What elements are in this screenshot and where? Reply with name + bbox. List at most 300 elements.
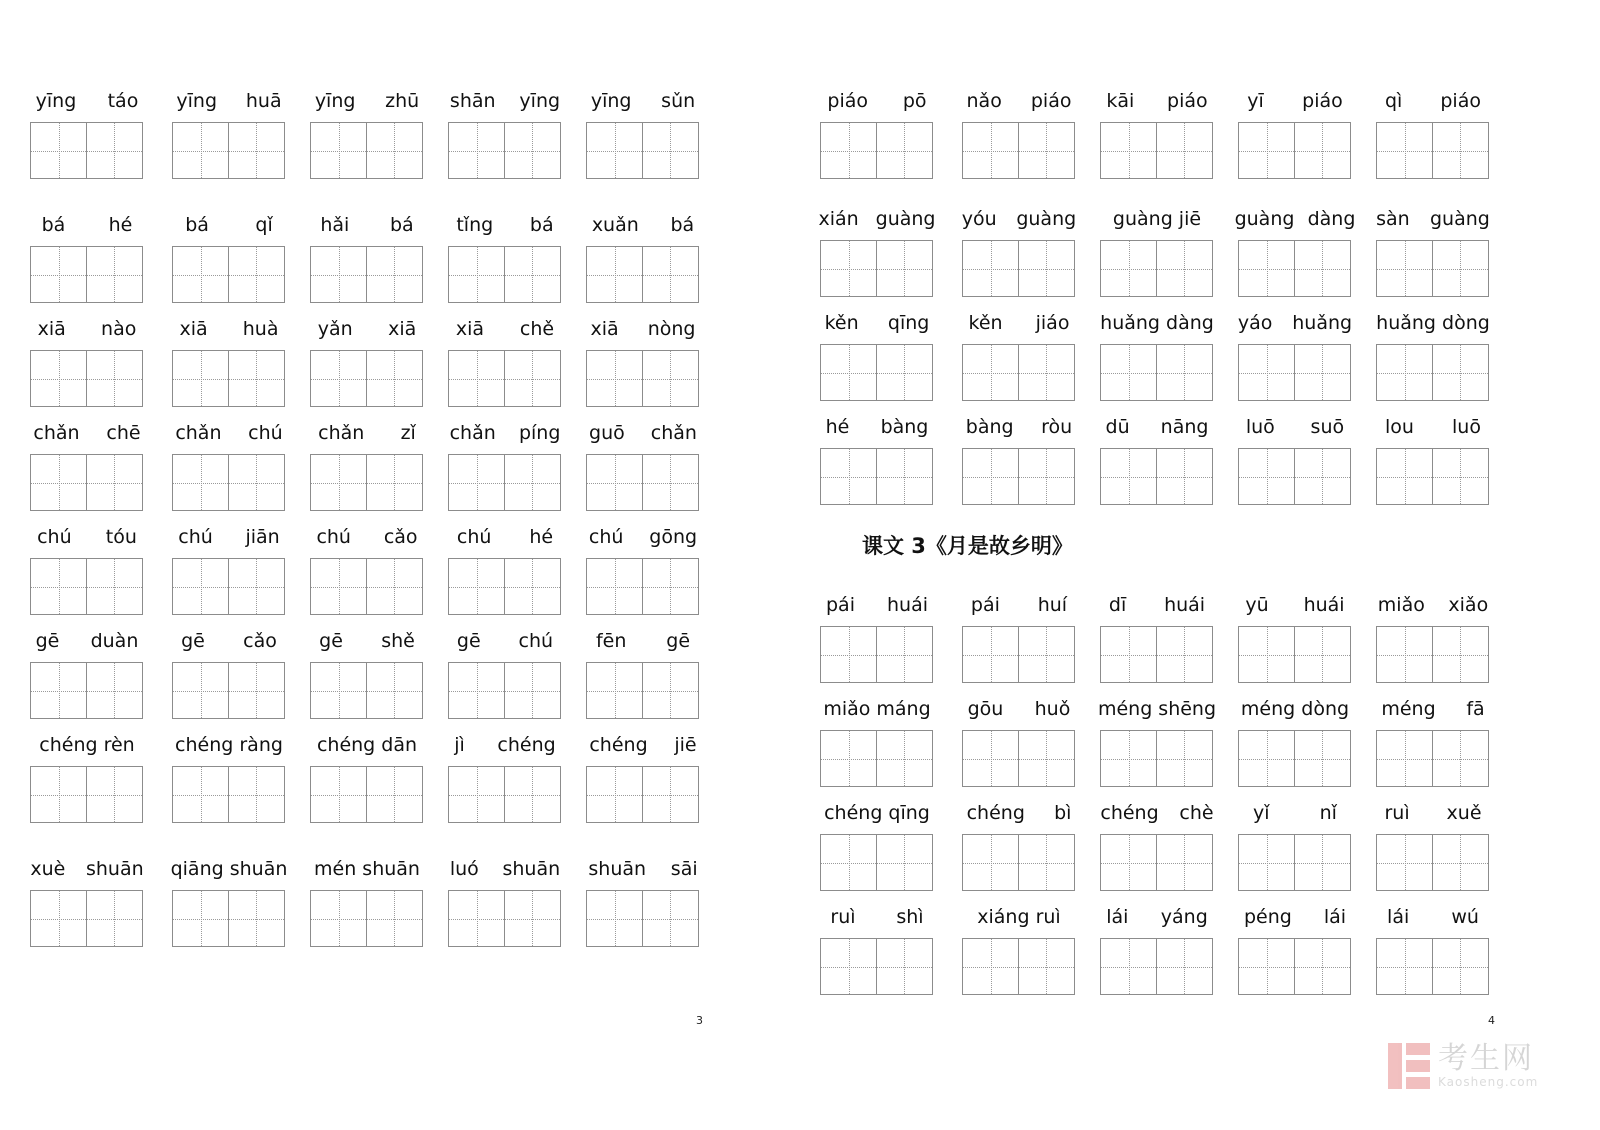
pinyin-syllable: cǎo xyxy=(383,525,418,548)
pinyin-syllable: shě xyxy=(381,629,415,652)
tianzige-cell xyxy=(1376,730,1433,787)
pinyin-label xyxy=(1228,308,1362,338)
pinyin-syllable: cǎo xyxy=(243,629,277,652)
pinyin-label xyxy=(1090,798,1224,828)
writing-grid xyxy=(1238,938,1352,995)
tianzige-cell xyxy=(1156,448,1213,505)
pinyin-syllable: huā xyxy=(245,89,282,112)
pinyin-syllable: huái xyxy=(1303,593,1345,616)
tianzige-cell xyxy=(642,766,699,823)
pinyin-syllable: chǎn xyxy=(318,421,365,444)
pinyin-label xyxy=(300,86,434,116)
pinyin-syllable: suō xyxy=(1310,415,1345,438)
tianzige-cell xyxy=(1376,344,1433,401)
writing-grid xyxy=(962,834,1076,891)
pinyin-syllable: guàng xyxy=(1016,207,1077,230)
tianzige-cell xyxy=(504,766,561,823)
writing-grid xyxy=(1376,344,1490,401)
writing-grid xyxy=(1100,626,1214,683)
tianzige-cell xyxy=(30,350,87,407)
pinyin-syllable: luó xyxy=(449,857,479,880)
pinyin-label xyxy=(1090,412,1224,442)
pinyin-label xyxy=(810,798,944,828)
pinyin-syllable: jiáo xyxy=(1035,311,1070,334)
tianzige-cell xyxy=(448,662,505,719)
pinyin-label xyxy=(20,626,154,656)
tianzige-cell xyxy=(586,122,643,179)
pinyin-syllable: lái xyxy=(1323,905,1347,928)
tianzige-cell xyxy=(876,344,933,401)
pinyin-label xyxy=(1366,798,1500,828)
writing-grid xyxy=(448,454,562,511)
pinyin-syllable: chéng qīng xyxy=(824,801,930,824)
pinyin-syllable: chéng ràng xyxy=(175,733,283,756)
tianzige-cell xyxy=(1018,626,1075,683)
pinyin-syllable: piáo xyxy=(1030,89,1072,112)
tianzige-cell xyxy=(1156,626,1213,683)
pinyin-syllable: lái xyxy=(1387,905,1410,928)
tianzige-cell xyxy=(86,662,143,719)
pinyin-label xyxy=(576,626,710,656)
pinyin-label xyxy=(300,210,434,240)
writing-grid xyxy=(1376,938,1490,995)
writing-grid xyxy=(820,122,934,179)
tianzige-cell xyxy=(1238,834,1295,891)
tianzige-cell xyxy=(876,626,933,683)
tianzige-cell xyxy=(876,938,933,995)
pinyin-label xyxy=(810,308,944,338)
pinyin-label xyxy=(438,86,572,116)
writing-grid xyxy=(310,246,424,303)
tianzige-cell xyxy=(1294,626,1351,683)
tianzige-cell xyxy=(1018,730,1075,787)
tianzige-cell xyxy=(1432,240,1489,297)
writing-grid xyxy=(962,730,1076,787)
tianzige-cell xyxy=(1432,344,1489,401)
writing-grid xyxy=(1376,122,1490,179)
tianzige-cell xyxy=(1100,344,1157,401)
pinyin-syllable: miǎo xyxy=(1377,593,1425,616)
pinyin-syllable: sāi xyxy=(670,857,698,880)
writing-grid xyxy=(586,350,700,407)
tianzige-cell xyxy=(86,246,143,303)
pinyin-label xyxy=(438,730,572,760)
writing-grid xyxy=(962,938,1076,995)
pinyin-label xyxy=(438,522,572,552)
pinyin-label xyxy=(1228,798,1362,828)
tianzige-cell xyxy=(1018,122,1075,179)
writing-grid xyxy=(1238,344,1352,401)
pinyin-syllable: chú xyxy=(37,525,72,548)
pinyin-label xyxy=(1090,694,1224,724)
pinyin-syllable: bàng xyxy=(965,415,1014,438)
pinyin-syllable: jiān xyxy=(245,525,280,548)
tianzige-cell xyxy=(504,246,561,303)
pinyin-syllable: méng dòng xyxy=(1240,697,1350,720)
pinyin-label xyxy=(20,730,154,760)
tianzige-cell xyxy=(504,890,561,947)
writing-grid xyxy=(448,766,562,823)
writing-grid xyxy=(820,240,934,297)
pinyin-syllable: jiē xyxy=(674,733,697,756)
pinyin-label xyxy=(576,730,710,760)
pinyin-syllable: bì xyxy=(1054,801,1072,824)
writing-grid xyxy=(962,448,1076,505)
pinyin-syllable: chú xyxy=(316,525,351,548)
pinyin-syllable: píng xyxy=(518,421,561,444)
pinyin-syllable: qiāng shuān xyxy=(170,857,288,880)
tianzige-cell xyxy=(310,662,367,719)
writing-grid xyxy=(172,454,286,511)
pinyin-syllable: zǐ xyxy=(400,421,416,444)
tianzige-cell xyxy=(448,350,505,407)
pinyin-syllable: yǐ xyxy=(1253,801,1270,824)
tianzige-cell xyxy=(448,890,505,947)
writing-grid xyxy=(30,558,144,615)
pinyin-label xyxy=(952,412,1086,442)
pinyin-label xyxy=(952,798,1086,828)
pinyin-syllable: bàng xyxy=(880,415,929,438)
tianzige-cell xyxy=(1432,834,1489,891)
writing-grid xyxy=(172,662,286,719)
pinyin-label xyxy=(1366,86,1500,116)
tianzige-cell xyxy=(1432,626,1489,683)
site-watermark xyxy=(1388,1040,1588,1092)
pinyin-syllable: táo xyxy=(107,89,139,112)
tianzige-cell xyxy=(448,558,505,615)
tianzige-cell xyxy=(642,454,699,511)
pinyin-label xyxy=(162,314,296,344)
writing-grid xyxy=(310,454,424,511)
pinyin-label xyxy=(162,854,296,884)
pinyin-label xyxy=(1228,86,1362,116)
tianzige-cell xyxy=(642,122,699,179)
pinyin-syllable: kěn xyxy=(968,311,1003,334)
writing-grid xyxy=(30,454,144,511)
writing-grid xyxy=(172,122,286,179)
watermark-logo-icon xyxy=(1388,1043,1430,1089)
pinyin-syllable: sàn xyxy=(1376,207,1410,230)
pinyin-label xyxy=(162,86,296,116)
tianzige-cell xyxy=(1238,448,1295,505)
writing-grid xyxy=(1238,240,1352,297)
tianzige-cell xyxy=(1432,938,1489,995)
tianzige-cell xyxy=(1100,448,1157,505)
tianzige-cell xyxy=(172,662,229,719)
tianzige-cell xyxy=(820,240,877,297)
writing-grid xyxy=(586,558,700,615)
pinyin-label xyxy=(952,204,1086,234)
writing-grid xyxy=(962,122,1076,179)
pinyin-label xyxy=(1366,694,1500,724)
pinyin-syllable: yīng xyxy=(35,89,77,112)
tianzige-cell xyxy=(962,834,1019,891)
pinyin-label xyxy=(300,626,434,656)
tianzige-cell xyxy=(1376,626,1433,683)
pinyin-label xyxy=(1366,412,1500,442)
writing-grid xyxy=(962,240,1076,297)
pinyin-label xyxy=(300,522,434,552)
tianzige-cell xyxy=(172,890,229,947)
tianzige-cell xyxy=(586,766,643,823)
pinyin-syllable: piáo xyxy=(827,89,869,112)
writing-grid xyxy=(310,122,424,179)
writing-grid xyxy=(172,558,286,615)
tianzige-cell xyxy=(448,766,505,823)
pinyin-label xyxy=(1366,204,1500,234)
pinyin-syllable: lou xyxy=(1385,415,1414,438)
tianzige-cell xyxy=(366,246,423,303)
tianzige-cell xyxy=(962,626,1019,683)
pinyin-syllable: yīng xyxy=(176,89,218,112)
pinyin-label xyxy=(810,902,944,932)
pinyin-label xyxy=(810,694,944,724)
tianzige-cell xyxy=(504,122,561,179)
tianzige-cell xyxy=(172,246,229,303)
writing-grid xyxy=(310,890,424,947)
tianzige-cell xyxy=(1018,834,1075,891)
tianzige-cell xyxy=(228,890,285,947)
pinyin-syllable: luō xyxy=(1452,415,1481,438)
pinyin-syllable: ruì xyxy=(1384,801,1410,824)
tianzige-cell xyxy=(642,890,699,947)
pinyin-syllable: guàng xyxy=(1234,207,1295,230)
tianzige-cell xyxy=(228,454,285,511)
writing-grid xyxy=(1100,448,1214,505)
tianzige-cell xyxy=(310,350,367,407)
pinyin-syllable: gē xyxy=(35,629,60,652)
pinyin-syllable: guàng xyxy=(1429,207,1490,230)
tianzige-cell xyxy=(86,122,143,179)
tianzige-cell xyxy=(228,246,285,303)
pinyin-label xyxy=(300,418,434,448)
tianzige-cell xyxy=(366,454,423,511)
writing-grid xyxy=(30,890,144,947)
writing-grid xyxy=(1100,344,1214,401)
pinyin-syllable: huí xyxy=(1037,593,1068,616)
pinyin-syllable: huǎng dòng xyxy=(1376,311,1490,334)
writing-grid xyxy=(1100,730,1214,787)
pinyin-syllable: xuǎn xyxy=(591,213,639,236)
pinyin-syllable: chē xyxy=(106,421,141,444)
pinyin-syllable: hé xyxy=(108,213,133,236)
writing-grid xyxy=(310,766,424,823)
tianzige-cell xyxy=(504,350,561,407)
pinyin-syllable: duàn xyxy=(90,629,139,652)
pinyin-syllable: chǎn xyxy=(33,421,80,444)
pinyin-syllable: yīng xyxy=(314,89,356,112)
writing-grid xyxy=(310,558,424,615)
tianzige-cell xyxy=(876,834,933,891)
writing-grid xyxy=(820,448,934,505)
tianzige-cell xyxy=(1294,938,1351,995)
pinyin-syllable: pái xyxy=(970,593,1000,616)
pinyin-label xyxy=(438,854,572,884)
pinyin-syllable: yǎn xyxy=(317,317,353,340)
writing-grid xyxy=(30,662,144,719)
tianzige-cell xyxy=(1100,938,1157,995)
writing-grid xyxy=(1238,834,1352,891)
writing-grid xyxy=(30,766,144,823)
tianzige-cell xyxy=(1294,344,1351,401)
pinyin-label xyxy=(1228,204,1362,234)
pinyin-syllable: ròu xyxy=(1041,415,1073,438)
tianzige-cell xyxy=(504,662,561,719)
pinyin-syllable: huái xyxy=(886,593,928,616)
pinyin-syllable: chú xyxy=(518,629,554,652)
tianzige-cell xyxy=(310,122,367,179)
pinyin-syllable: chú xyxy=(178,525,213,548)
tianzige-cell xyxy=(820,730,877,787)
writing-grid xyxy=(820,834,934,891)
tianzige-cell xyxy=(172,558,229,615)
pinyin-syllable: xiā xyxy=(37,317,66,340)
pinyin-syllable: shuān xyxy=(588,857,647,880)
pinyin-syllable: kāi xyxy=(1106,89,1135,112)
tianzige-cell xyxy=(586,558,643,615)
pinyin-syllable: chǎn xyxy=(650,421,697,444)
writing-grid xyxy=(1376,626,1490,683)
writing-grid xyxy=(30,122,144,179)
tianzige-cell xyxy=(1156,938,1213,995)
pinyin-syllable: chě xyxy=(519,317,555,340)
pinyin-label xyxy=(1228,902,1362,932)
section-title: 课文 3《月是故乡明》 xyxy=(862,534,1073,558)
pinyin-label xyxy=(300,314,434,344)
writing-grid xyxy=(30,350,144,407)
tianzige-cell xyxy=(586,350,643,407)
writing-grid xyxy=(586,122,700,179)
tianzige-cell xyxy=(1238,626,1295,683)
pinyin-syllable: yáo xyxy=(1237,311,1273,334)
pinyin-syllable: qì xyxy=(1385,89,1403,112)
page-number-right: 4 xyxy=(1488,1014,1495,1027)
pinyin-syllable: bá xyxy=(529,213,554,236)
pinyin-label xyxy=(576,418,710,448)
writing-grid xyxy=(310,350,424,407)
writing-grid xyxy=(1238,448,1352,505)
writing-grid xyxy=(1376,730,1490,787)
tianzige-cell xyxy=(228,350,285,407)
pinyin-label xyxy=(1090,204,1224,234)
pinyin-syllable: xiā xyxy=(179,317,208,340)
worksheet-page-4 xyxy=(800,0,1600,1130)
tianzige-cell xyxy=(962,938,1019,995)
pinyin-syllable: mén shuān xyxy=(314,857,420,880)
tianzige-cell xyxy=(876,730,933,787)
pinyin-syllable: nòng xyxy=(647,317,696,340)
tianzige-cell xyxy=(1100,626,1157,683)
pinyin-syllable: chú xyxy=(456,525,492,548)
writing-grid xyxy=(820,626,934,683)
tianzige-cell xyxy=(228,662,285,719)
pinyin-syllable: huǎng xyxy=(1292,311,1353,334)
tianzige-cell xyxy=(1100,122,1157,179)
tianzige-cell xyxy=(86,766,143,823)
tianzige-cell xyxy=(86,890,143,947)
tianzige-cell xyxy=(1238,240,1295,297)
tianzige-cell xyxy=(586,890,643,947)
tianzige-cell xyxy=(30,766,87,823)
pinyin-label xyxy=(1366,590,1500,620)
pinyin-syllable: gē xyxy=(181,629,205,652)
writing-grid xyxy=(1376,834,1490,891)
pinyin-syllable: gē xyxy=(456,629,481,652)
pinyin-syllable: chéng dān xyxy=(316,733,418,756)
pinyin-syllable: piáo xyxy=(1440,89,1481,112)
pinyin-label xyxy=(952,590,1086,620)
pinyin-label xyxy=(576,86,710,116)
pinyin-syllable: nào xyxy=(101,317,137,340)
pinyin-syllable: dī xyxy=(1108,593,1127,616)
tianzige-cell xyxy=(366,890,423,947)
pinyin-syllable: guàng xyxy=(875,207,936,230)
tianzige-cell xyxy=(172,350,229,407)
pinyin-label xyxy=(438,210,572,240)
pinyin-syllable: chǎn xyxy=(449,421,496,444)
pinyin-syllable: hǎi xyxy=(320,213,350,236)
tianzige-cell xyxy=(820,834,877,891)
pinyin-syllable: pái xyxy=(826,593,855,616)
tianzige-cell xyxy=(30,246,87,303)
pinyin-label xyxy=(438,626,572,656)
writing-grid xyxy=(1238,626,1352,683)
writing-grid xyxy=(1100,834,1214,891)
pinyin-syllable: péng xyxy=(1243,905,1292,928)
pinyin-label xyxy=(576,522,710,552)
writing-grid xyxy=(448,350,562,407)
writing-grid xyxy=(1238,730,1352,787)
writing-grid xyxy=(820,730,934,787)
tianzige-cell xyxy=(1018,344,1075,401)
tianzige-cell xyxy=(642,558,699,615)
pinyin-label xyxy=(810,86,944,116)
pinyin-syllable: sǔn xyxy=(661,89,696,112)
tianzige-cell xyxy=(586,454,643,511)
tianzige-cell xyxy=(962,448,1019,505)
pinyin-syllable: xiā xyxy=(455,317,485,340)
pinyin-label xyxy=(1366,308,1500,338)
tianzige-cell xyxy=(1432,730,1489,787)
pinyin-syllable: huǒ xyxy=(1034,697,1071,720)
tianzige-cell xyxy=(1376,448,1433,505)
tianzige-cell xyxy=(448,454,505,511)
writing-grid xyxy=(962,344,1076,401)
writing-grid xyxy=(586,766,700,823)
tianzige-cell xyxy=(1294,122,1351,179)
tianzige-cell xyxy=(310,454,367,511)
pinyin-label xyxy=(300,730,434,760)
tianzige-cell xyxy=(962,122,1019,179)
pinyin-syllable: bá xyxy=(389,213,414,236)
pinyin-syllable: bá xyxy=(670,213,695,236)
pinyin-label xyxy=(576,210,710,240)
pinyin-syllable: chéng xyxy=(1100,801,1159,824)
writing-grid xyxy=(820,938,934,995)
writing-grid xyxy=(1100,122,1214,179)
pinyin-syllable: méng xyxy=(1381,697,1436,720)
tianzige-cell xyxy=(366,558,423,615)
tianzige-cell xyxy=(820,122,877,179)
page-number-left: 3 xyxy=(696,1014,703,1027)
watermark-name-en: Kaosheng.com xyxy=(1438,1075,1539,1089)
pinyin-syllable: luō xyxy=(1245,415,1275,438)
tianzige-cell xyxy=(820,938,877,995)
tianzige-cell xyxy=(1294,730,1351,787)
tianzige-cell xyxy=(1376,834,1433,891)
pinyin-syllable: chǎn xyxy=(175,421,222,444)
pinyin-label xyxy=(810,590,944,620)
